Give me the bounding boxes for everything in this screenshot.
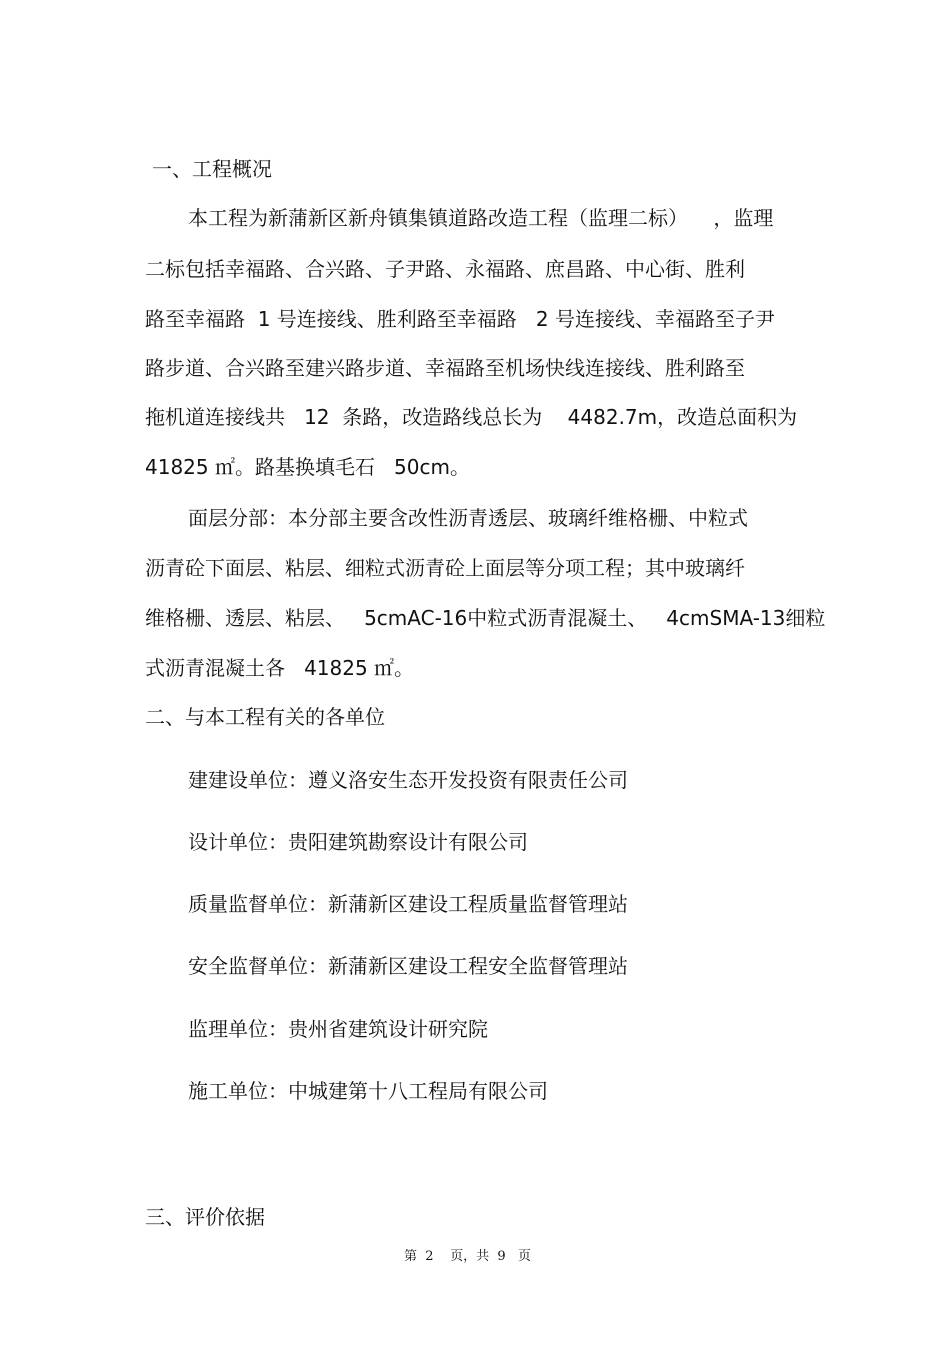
- unit-construction: 建建设单位：遵义洛安生态开发投资有限责任公司: [188, 768, 628, 792]
- unit-quality-supervision: 质量监督单位：新蒲新区建设工程质量监督管理站: [188, 892, 628, 916]
- para1-line5: 拖机道连接线共 12 条路，改造路线总长为 4482.7m，改造总面积为: [145, 405, 798, 429]
- unit-contractor: 施工单位：中城建第十八工程局有限公司: [188, 1079, 548, 1103]
- unit-safety-supervision: 安全监督单位：新蒲新区建设工程安全监督管理站: [188, 954, 628, 978]
- section3-heading: 三、评价依据: [145, 1205, 265, 1229]
- section2-heading: 二、与本工程有关的各单位: [145, 705, 385, 729]
- para1-line4: 路步道、合兴路至建兴路步道、幸福路至机场快线连接线、胜利路至: [145, 356, 745, 380]
- page-number-footer: 第 2 页，共 9 页: [404, 1249, 531, 1264]
- para1-line1: 本工程为新蒲新区新舟镇集镇道路改造工程（监理二标） ，监理: [188, 206, 774, 230]
- para1-line3: 路至幸福路 1 号连接线、胜利路至幸福路 2 号连接线、幸福路至子尹: [145, 307, 775, 331]
- unit-supervisor: 监理单位：贵州省建筑设计研究院: [188, 1017, 488, 1041]
- section1-heading: 一、工程概况: [152, 157, 272, 181]
- para1-line2: 二标包括幸福路、合兴路、子尹路、永福路、庶昌路、中心街、胜利: [145, 257, 745, 281]
- para2-line2: 沥青砼下面层、粘层、细粒式沥青砼上面层等分项工程；其中玻璃纤: [145, 556, 745, 580]
- para2-line4: 式沥青混凝土各 41825 ㎡。: [145, 656, 415, 680]
- para2-line1: 面层分部：本分部主要含改性沥青透层、玻璃纤维格栅、中粒式: [188, 506, 748, 530]
- para1-line6: 41825 ㎡。路基换填毛石 50cm。: [145, 455, 470, 479]
- para2-line3: 维格栅、透层、粘层、 5cmAC-16中粒式沥青混凝土、 4cmSMA-13细粒: [145, 606, 826, 630]
- unit-design: 设计单位：贵阳建筑勘察设计有限公司: [188, 830, 528, 854]
